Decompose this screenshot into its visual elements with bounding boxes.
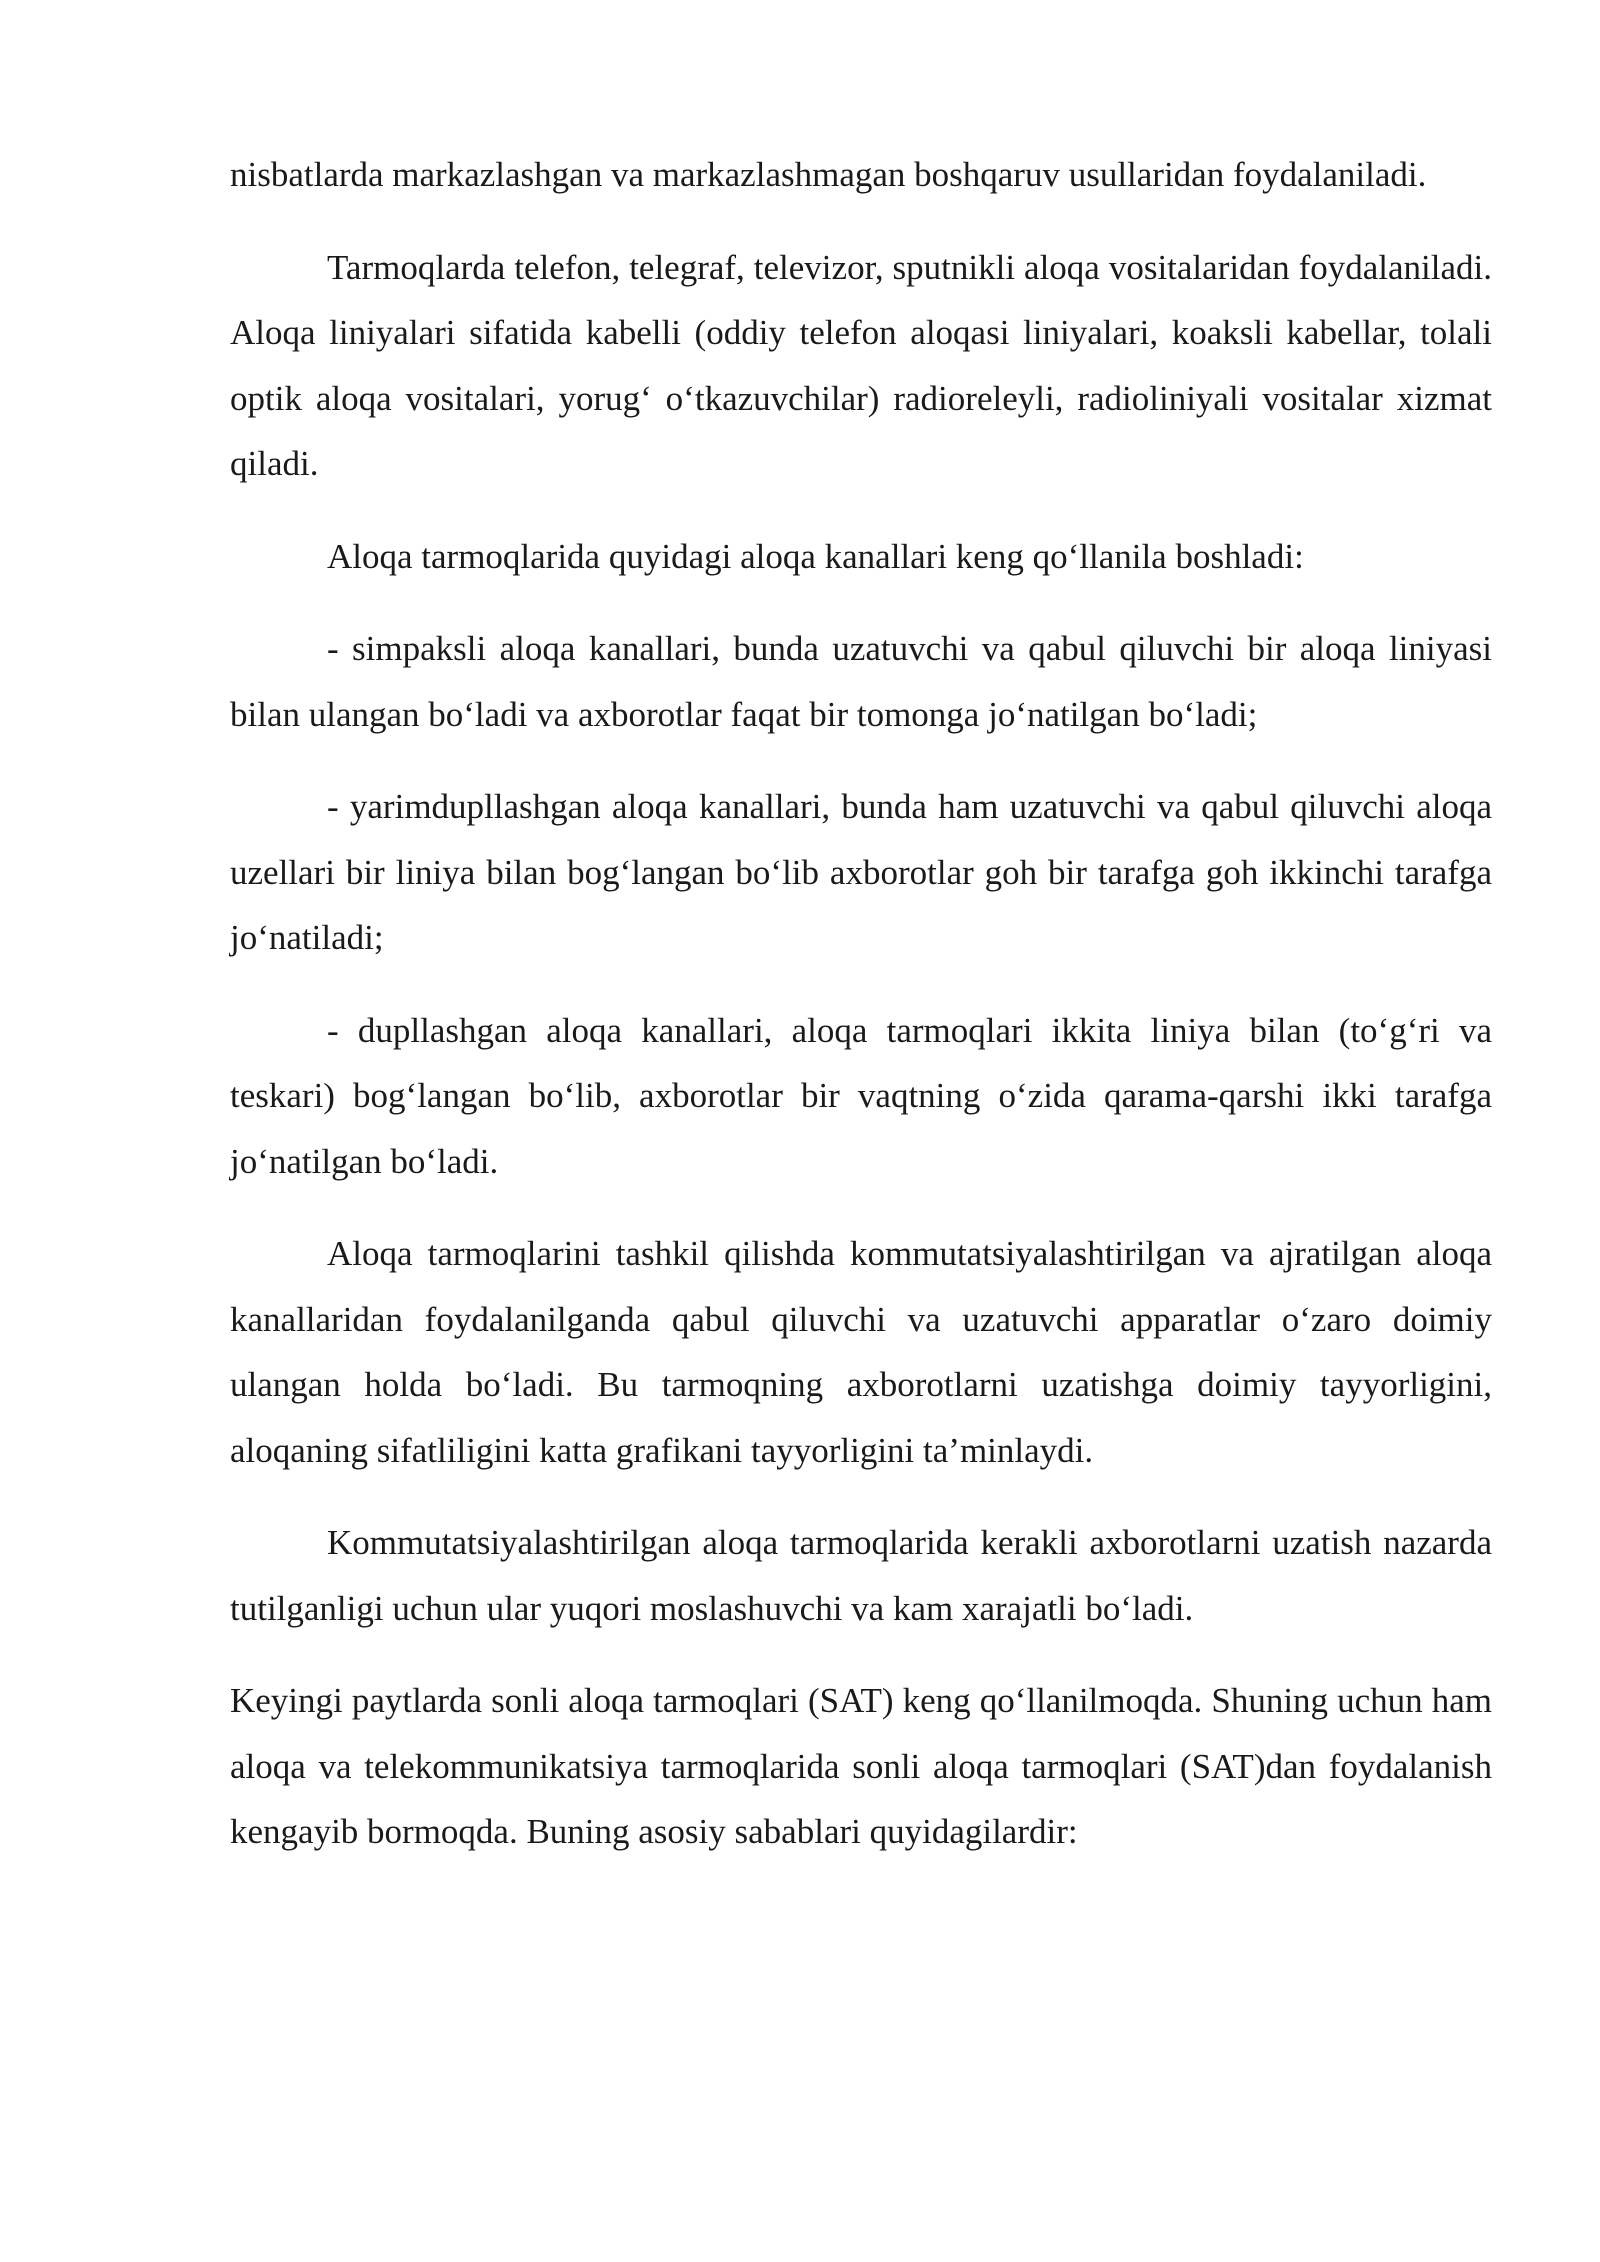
document-body <box>230 142 1492 1892</box>
paragraph-1: nisbatlarda markazlashgan va markazlashmagan boshqaruv usullaridan foydalaniladi. <box>230 155 1427 194</box>
paragraph-3: Aloqa tarmoqlarida quyidagi aloqa kanallari keng qo‘llanila boshladi: <box>327 536 1304 576</box>
paragraph-9: Keyingi paytlarda sonli aloqa tarmoqlari (SAT) keng qo‘llanilmoqda. Shuning uchun ham aloqa va telekommunikatsiya tarmoqlarida sonli aloqa tarmoqlari (SAT)dan foydalanish kengayib bormoqda. Buning asosiy sabablari quyidagilardir: <box>230 1681 1492 1851</box>
list-item-half-duplex: - yarimdupllashgan aloqa kanallari, bunda ham uzatuvchi va qabul qiluvchi aloqa uzellari bir liniya bilan bog‘langan bo‘lib axborotlar goh bir tarafga goh ikkinchi tarafga jo‘natiladi; <box>230 787 1492 957</box>
paragraph-7: Aloqa tarmoqlarini tashkil qilishda kommutatsiyalashtirilgan va ajratilgan aloqa kanallaridan foydalanilganda qabul qiluvchi va uzatuvchi apparatlar o‘zaro doimiy ulangan holda bo‘ladi. Bu tarmoqning axborotlarni uzatishga doimiy tayyorligini, aloqaning sifatliligini katta grafikani tayyorligini ta’minlaydi. <box>230 1234 1492 1470</box>
list-item-duplex: - dupllashgan aloqa kanallari, aloqa tarmoqlari ikkita liniya bilan (to‘g‘ri va teskari) bog‘langan bo‘lib, axborotlar bir vaqtning o‘zida qarama-qarshi ikki tarafga jo‘natilgan bo‘ladi. <box>230 1010 1492 1181</box>
list-item-simplex: - simpaksli aloqa kanallari, bunda uzatuvchi va qabul qiluvchi bir aloqa liniyasi bilan ulangan bo‘ladi va axborotlar faqat bir tomonga jo‘natilgan bo‘ladi; <box>230 629 1492 734</box>
paragraph-8: Kommutatsiyalashtirilgan aloqa tarmoqlarida kerakli axborotlarni uzatish nazarda tutilganligi uchun ular yuqori moslashuvchi va kam xarajatli bo‘ladi. <box>230 1523 1492 1628</box>
paragraph-2: Tarmoqlarda telefon, telegraf, televizor, sputnikli aloqa vositalaridan foydalaniladi. Aloqa liniyalari sifatida kabelli (oddiy telefon aloqasi liniyalari, koaksli kabellar, tolali optik aloqa vositalari, yorug‘ o‘tkazuvchilar) radioreleyli, radioliniyali vositalar xizmat qiladi. <box>230 247 1492 483</box>
